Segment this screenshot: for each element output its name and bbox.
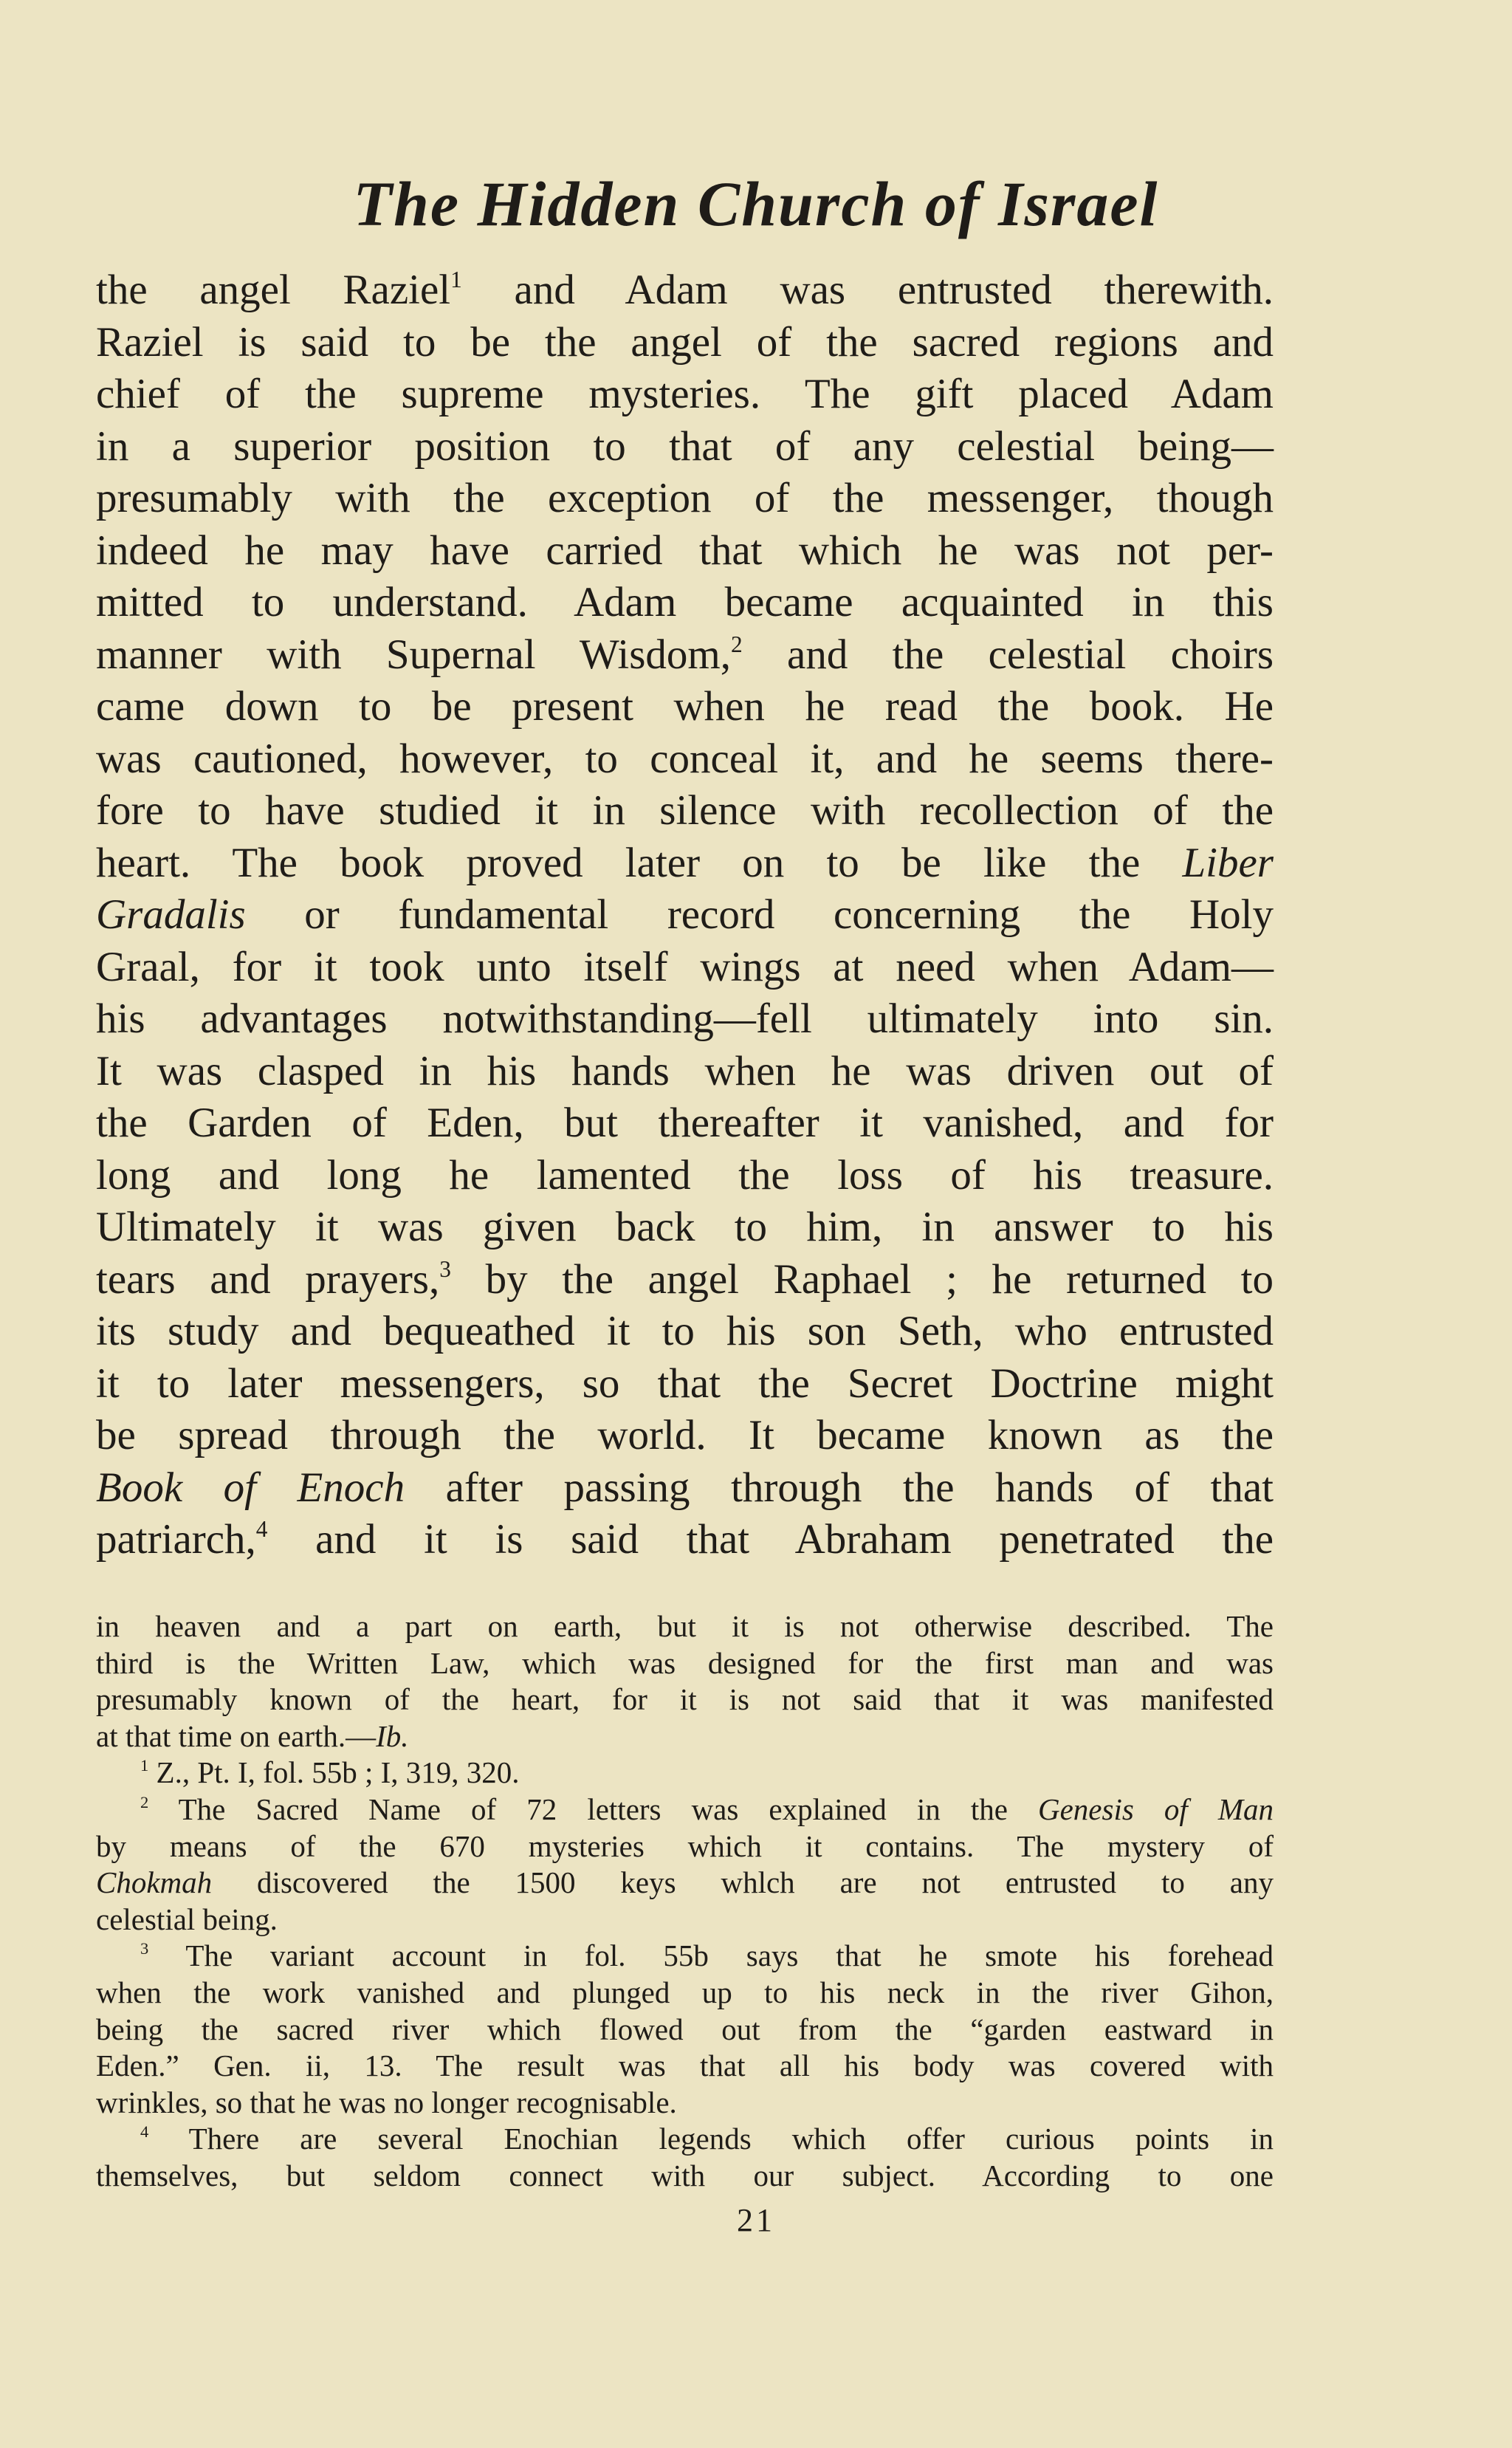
text-span: after passing through the hands of that <box>405 1464 1274 1511</box>
footnote-ref: 4 <box>255 1516 268 1543</box>
text-span: and it is said that Abraham penetrated the <box>267 1516 1274 1563</box>
italic-title: Genesis of Man <box>1037 1792 1274 1826</box>
text-span: and Adam was entrusted therewith. <box>461 267 1274 313</box>
text-line: Graal, for it took unto itself wings at need when Adam— <box>96 943 1274 990</box>
text-line: fore to have studied it in silence with recollection of the <box>96 787 1274 834</box>
text-line <box>96 1514 1274 1566</box>
footnote-ref: 2 <box>731 631 743 657</box>
footnote-line <box>96 2121 1274 2158</box>
footnote-line <box>96 1718 1274 1755</box>
footnote-line: wrinkles, so that he was no longer recognisable. <box>96 2085 677 2119</box>
text-line <box>96 629 1274 682</box>
footnote-line <box>96 1792 1274 1828</box>
text-span: The Sacred Name of 72 letters was explained in the <box>148 1792 1038 1826</box>
footnote-line: themselves, but seldom connect with our subject. According to one <box>96 2158 1274 2192</box>
text-span: patriarch, <box>96 1516 256 1563</box>
text-line: long and long he lamented the loss of his treasure. <box>96 1151 1274 1199</box>
footnote-line: presumably known of the heart, for it is not said that it was manifested <box>96 1682 1274 1717</box>
text-line: be spread through the world. It became known as the <box>96 1412 1274 1458</box>
text-span: Z., Pt. I, fol. 55b ; I, 319, 320. <box>148 1755 520 1790</box>
text-span: and the celestial choirs <box>742 631 1274 678</box>
text-span: There are several Enochian legends which offer curious points in <box>148 2122 1274 2156</box>
text-line <box>96 1462 1274 1515</box>
footnote-line: Eden.” Gen. ii, 13. The result was that all his body was covered with <box>96 2048 1274 2083</box>
italic-title: Gradalis <box>96 891 246 938</box>
footnote-line: celestial being. <box>96 1902 278 1936</box>
text-span: by the angel Raphael ; he returned to <box>450 1255 1274 1303</box>
text-span: discovered the 1500 keys whlch are not entrusted to any <box>212 1865 1274 1900</box>
italic-title: Liber <box>1182 839 1274 886</box>
text-line <box>96 1254 1274 1306</box>
footnote-line <box>96 1865 1274 1902</box>
text-line: chief of the supreme mysteries. The gift placed Adam <box>96 371 1274 417</box>
text-line: its study and bequeathed it to his son Seth, who entrusted <box>96 1308 1274 1354</box>
text-line: was cautioned, however, to conceal it, and he seems there- <box>96 735 1274 782</box>
footnote-ref: 1 <box>450 267 462 293</box>
body-text <box>96 264 1274 1566</box>
text-span: manner with Supernal Wisdom, <box>96 631 731 678</box>
footnote-number: 3 <box>140 1939 149 1958</box>
page-number: 21 <box>737 2202 775 2238</box>
footnote-line: when the work vanished and plunged up to his neck in the river Gihon, <box>96 1975 1274 2009</box>
footnote-line: being the sacred river which flowed out from the “garden eastward in <box>96 2012 1274 2046</box>
footnote-number: 4 <box>140 2122 149 2142</box>
text-span: tears and prayers, <box>96 1255 440 1303</box>
text-line: indeed he may have carried that which he was not per- <box>96 527 1274 574</box>
footnote-number: 1 <box>140 1756 149 1775</box>
italic-title: Ib. <box>376 1718 409 1753</box>
text-line: it to later messengers, so that the Secret Doctrine might <box>96 1360 1274 1407</box>
text-span: the angel Raziel <box>96 267 451 313</box>
running-head: The Hidden Church of Israel <box>353 168 1159 239</box>
text-span: heart. The book proved later on to be like the <box>96 839 1183 886</box>
text-line: mitted to understand. Adam became acquainted in this <box>96 579 1274 625</box>
footnote-line: by means of the 670 mysteries which it contains. The mystery of <box>96 1828 1274 1863</box>
text-span: or fundamental record concerning the Holy <box>245 891 1274 938</box>
footnote-number: 2 <box>140 1793 149 1812</box>
text-line: the Garden of Eden, but thereafter it vanished, and for <box>96 1100 1274 1146</box>
text-line <box>96 264 1274 317</box>
footnote-line <box>96 1938 1274 1975</box>
footnote-line: third is the Written Law, which was designed for the first man and was <box>96 1645 1274 1680</box>
italic-title: Book of Enoch <box>96 1464 405 1511</box>
footnotes <box>96 1608 1274 2195</box>
text-span: The variant account in fol. 55b says that he smote his forehead <box>148 1938 1274 1973</box>
text-line: Raziel is said to be the angel of the sacred regions and <box>96 318 1274 366</box>
text-line: in a superior position to that of any celestial being— <box>96 422 1274 470</box>
footnote-ref: 3 <box>439 1255 451 1282</box>
text-line: came down to be present when he read the book. He <box>96 683 1274 730</box>
text-line <box>96 837 1274 890</box>
text-line <box>96 889 1274 942</box>
text-line: It was clasped in his hands when he was driven out of <box>96 1047 1274 1094</box>
italic-title: Chokmah <box>96 1865 213 1900</box>
text-line: his advantages notwithstanding—fell ultimately into sin. <box>96 995 1274 1042</box>
text-line: presumably with the exception of the messenger, though <box>96 475 1274 521</box>
footnote-line <box>96 1755 1274 1792</box>
footnote-line: in heaven and a part on earth, but it is not otherwise described. The <box>96 1609 1274 1643</box>
text-span: at that time on earth.— <box>96 1718 377 1753</box>
text-line: Ultimately it was given back to him, in answer to his <box>96 1204 1274 1250</box>
